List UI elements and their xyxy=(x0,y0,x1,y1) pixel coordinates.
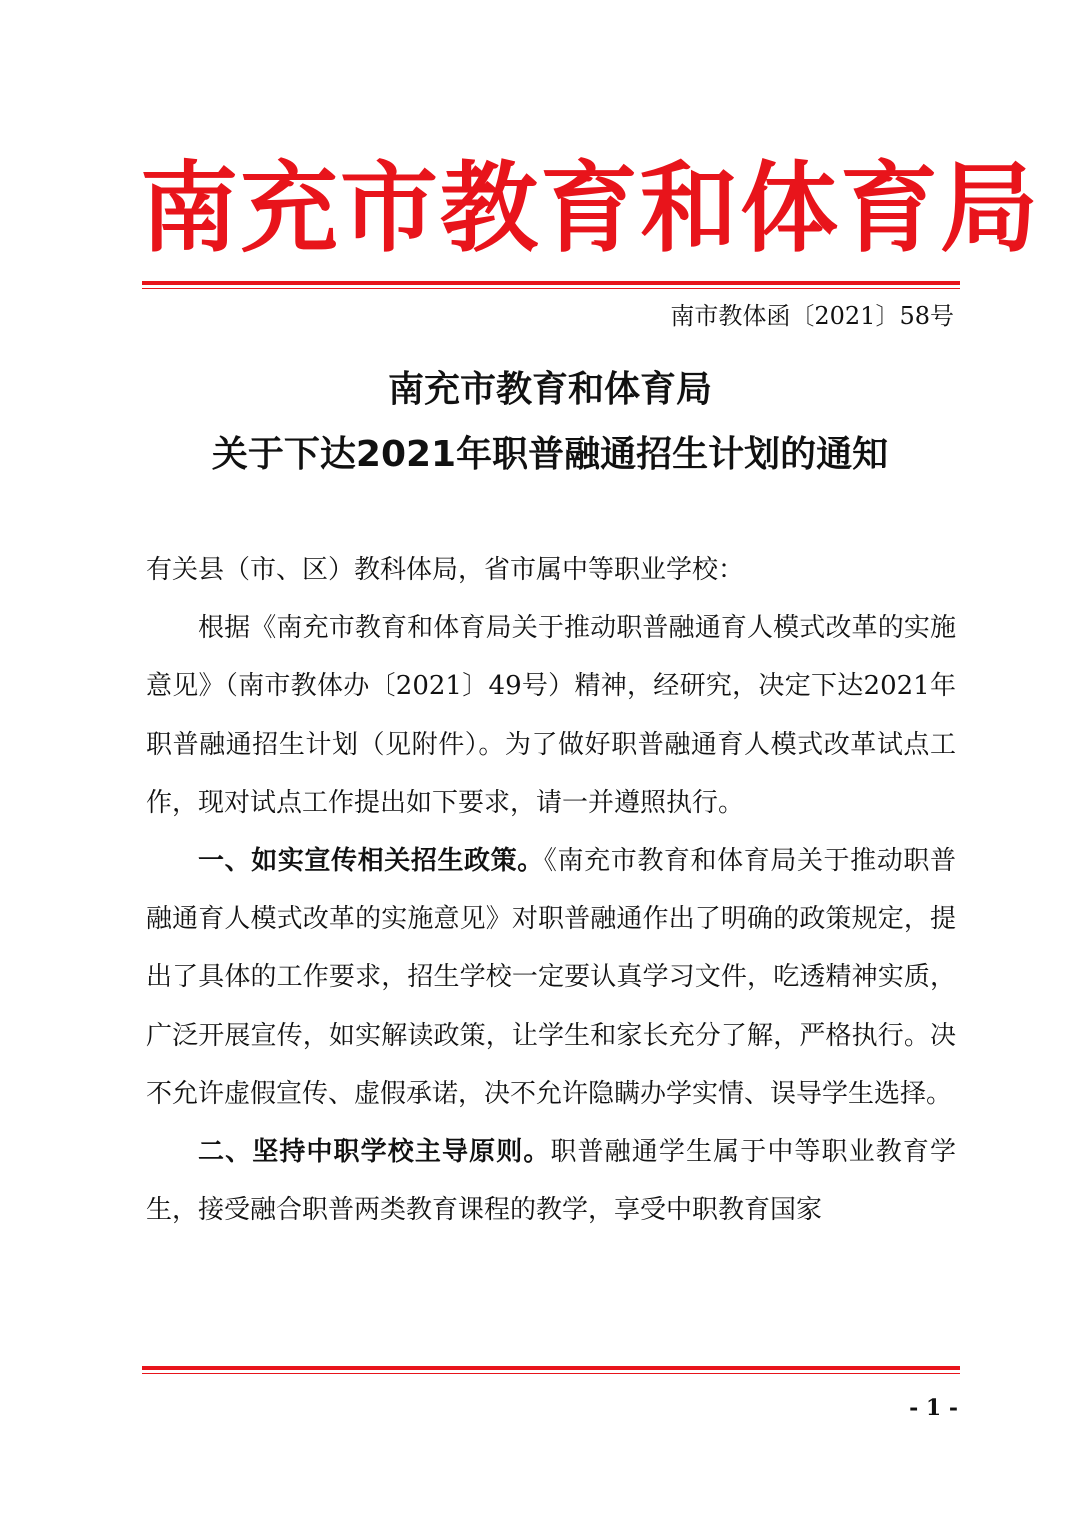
masthead-title: 南充市教育和体育局 xyxy=(140,152,1041,266)
section-2-heading: 二、坚持中职学校主导原则。 xyxy=(198,1137,551,1168)
notice-title-line1: 南充市教育和体育局 xyxy=(387,369,712,410)
section-1-text: 《南充市教育和体育局关于推动职普融通育人模式改革的实施意见》对职普融通作出了明确的政策规定，提出了具体的工作要求，招生学校一定要认真学习文件，吃透精神实质，广泛开展宣传，如实解读政策，让学生和家长充分了解，严格执行。决不允许虚假宣传、虚假承诺，决不允许隐瞒办学实情、误导学生选择。 xyxy=(146,846,956,1109)
page-number: - 1 - xyxy=(909,1395,958,1421)
notice-body xyxy=(146,541,956,1239)
section-1-heading: 一、如实宣传相关招生政策。 xyxy=(198,846,544,877)
section-2-paragraph xyxy=(146,1123,956,1239)
section-1-paragraph xyxy=(146,832,956,1123)
document-number: 南市教体函〔2021〕58号 xyxy=(670,302,954,330)
footer-red-rule xyxy=(142,1366,960,1374)
intro-paragraph: 根据《南充市教育和体育局关于推动职普融通育人模式改革的实施意见》（南市教体办〔2021〕49号）精神，经研究，决定下达2021年职普融通招生计划（见附件）。为了做好职普融通育人模式改革试点工作，现对试点工作提出如下要求，请一并遵照执行。 xyxy=(146,613,956,818)
masthead-red-rule xyxy=(142,281,960,289)
addressee: 有关县（市、区）教科体局，省市属中等职业学校： xyxy=(146,555,745,585)
section-2-text: 职普融通学生属于中等职业教育学生，接受融合职普两类教育课程的教学，享受中职教育国家 xyxy=(146,1137,956,1226)
notice-title-line2: 关于下达2021年职普融通招生计划的通知 xyxy=(211,434,889,475)
